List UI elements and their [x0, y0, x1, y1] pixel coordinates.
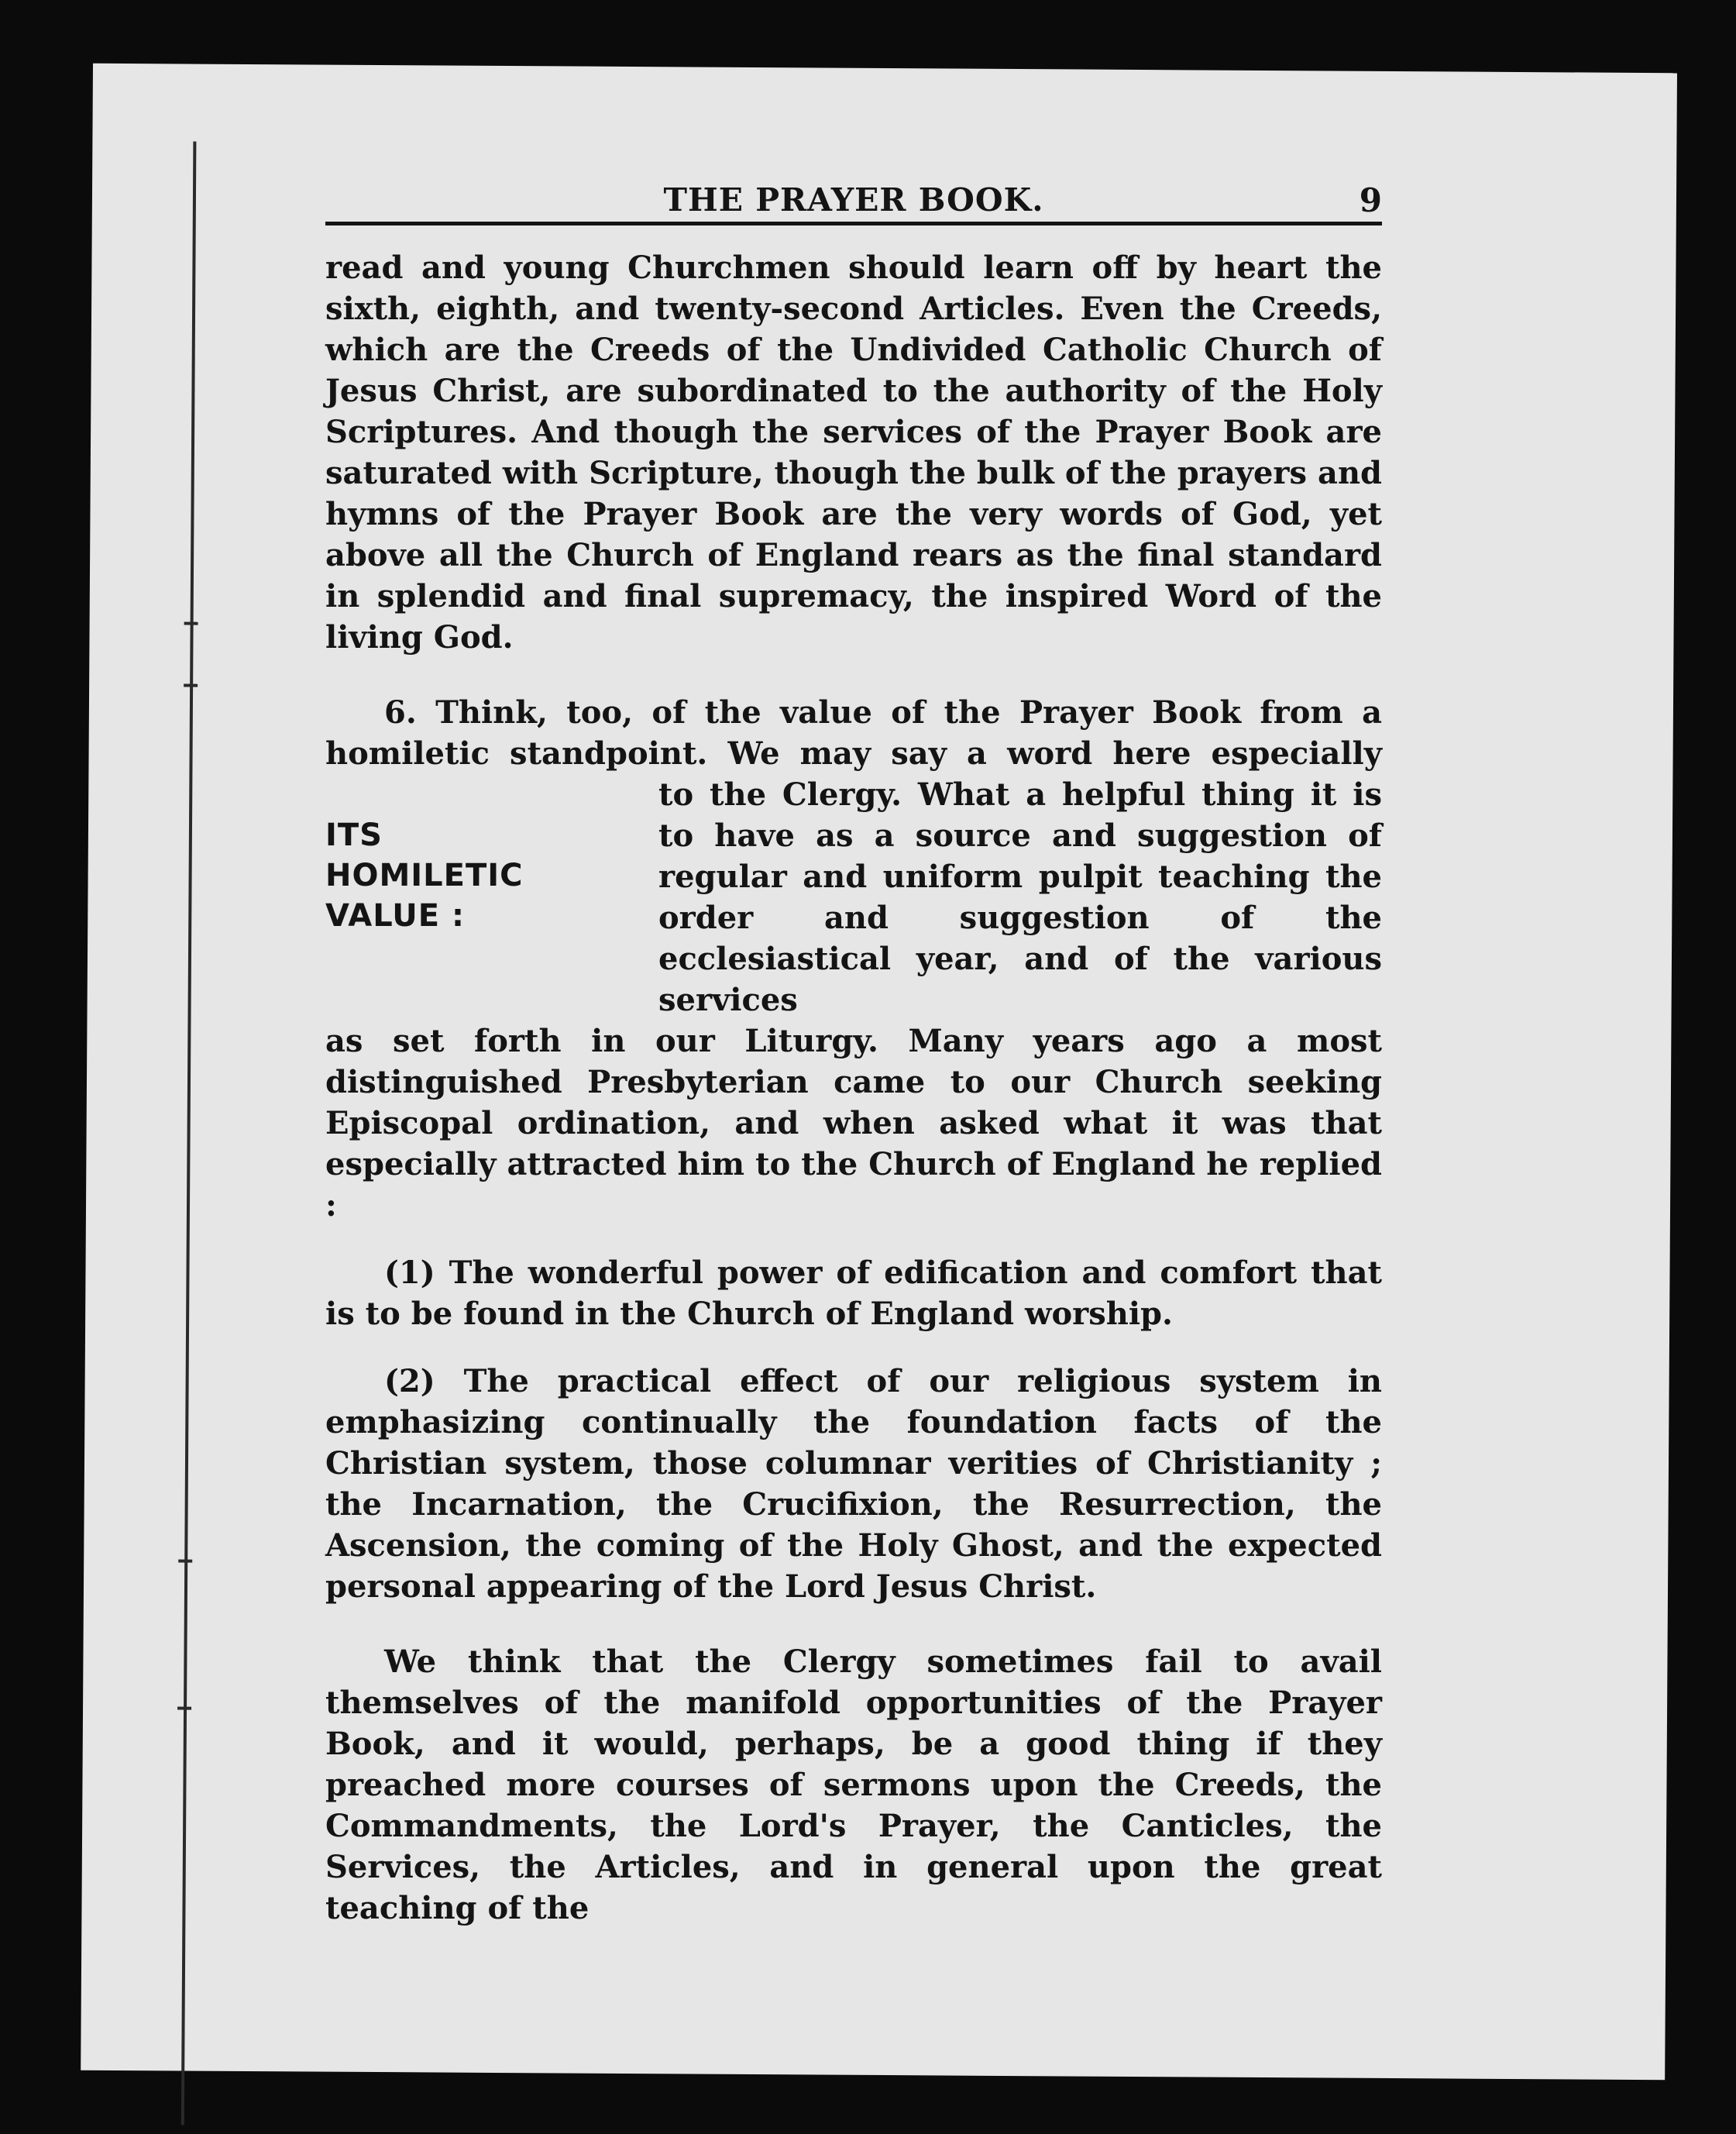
- paragraph-homiletic-opening: 6. Think, too, of the value of the Prayer Book from a homiletic standpoint. We may say a word here especially: [325, 694, 1382, 772]
- page-content: [325, 170, 1382, 1929]
- paragraph-continued: read and young Churchmen should learn off by heart the sixth, eighth, and twenty-second Articles. Even the Creeds, which are the Creeds of the Undivided Catholic Church of Jesus Christ, are subordinated to the authority of the Holy Scriptures. And though the services of the Prayer Book are saturated with Scripture, though the bulk of the prayers and hymns of the Prayer Book are the very words of God, yet above all the Church of England rears as the final standard in splendid and final supremacy, the inspired Word of the living God.: [325, 250, 1382, 656]
- margin-heading-line: ITS: [325, 817, 383, 853]
- page-header: [325, 170, 1382, 225]
- page-binding-line: [181, 142, 197, 2125]
- margin-heading-line: HOMILETIC: [325, 858, 524, 893]
- side-note-block: [325, 774, 1382, 1021]
- list-item-2: (2) The practical effect of our religious system in emphasizing continually the foundation facts of the Christian system, those columnar verities of Christianity ; the Incarnation, the Crucifixion, the Resurrection, the Ascension, the coming of the Holy Ghost, and the expected personal appearing of the Lord Jesus Christ.: [325, 1363, 1382, 1605]
- paragraph-beside-note: to the Clergy. What a helpful thing it is to have as a source and suggestion of regular and uniform pulpit teaching the order and suggestion of the ecclesiastical year, and of the various services: [658, 776, 1382, 1018]
- list-item-1: (1) The wonderful power of edification and comfort that is to be found in the Church of England worship.: [325, 1255, 1382, 1332]
- page-number: 9: [1359, 181, 1382, 219]
- margin-heading-line: VALUE :: [325, 898, 465, 934]
- margin-heading: [325, 774, 658, 1021]
- binding-mark: [184, 683, 198, 687]
- binding-mark: [178, 1559, 192, 1562]
- paragraph-clergy: We think that the Clergy sometimes fail to avail themselves of the manifold opportunities of the Prayer Book, and it would, perhaps, be a good thing if they preached more courses of sermons upon the Creeds, the Commandments, the Lord's Prayer, the Canticles, the Services, the Articles, and in general upon the great teaching of the: [325, 1644, 1382, 1926]
- paragraph-homiletic-rest: as set forth in our Liturgy. Many years ago a most distinguished Presbyterian came to our Church seeking Episcopal ordination, and when asked what it was that especially attracted him to the Church of England he replied :: [325, 1023, 1382, 1224]
- running-title: THE PRAYER BOOK.: [663, 181, 1044, 219]
- binding-mark: [184, 621, 198, 625]
- binding-mark: [177, 1706, 191, 1709]
